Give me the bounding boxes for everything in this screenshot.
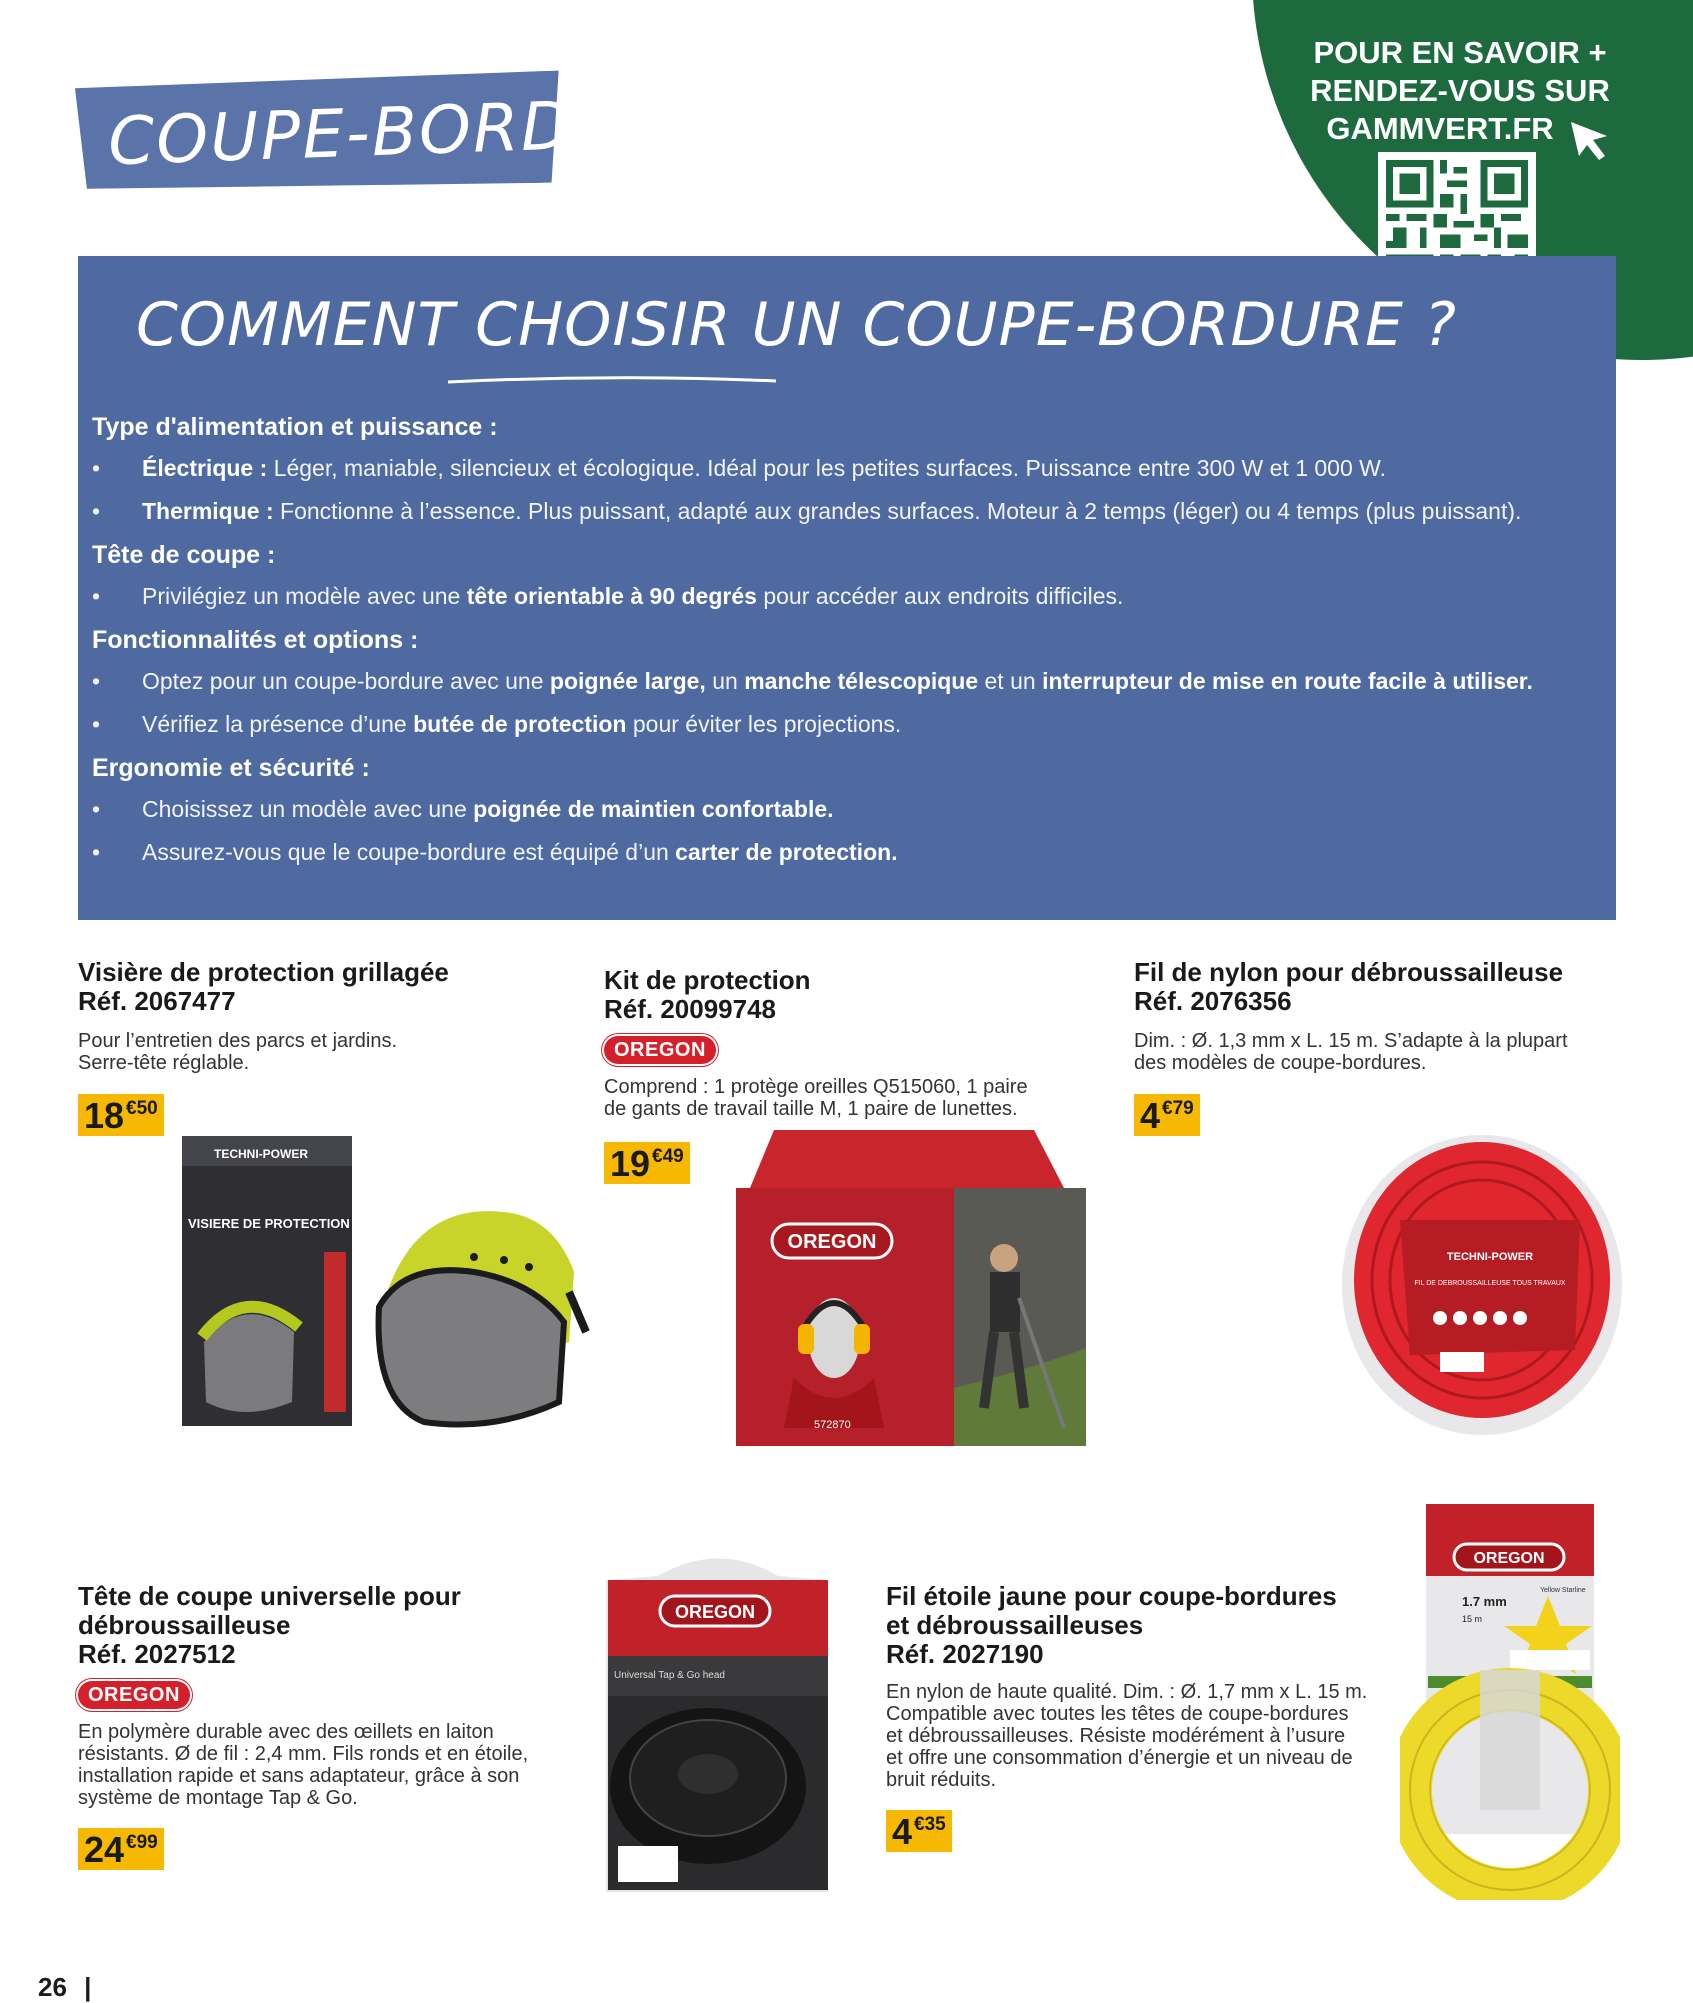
desc-line: installation rapide et sans adaptateur, grâce à son xyxy=(78,1765,520,1787)
oregon-logo: OREGON xyxy=(78,1681,190,1709)
pack-label: Yellow Starline xyxy=(1540,1587,1586,1594)
page-number-value: 26 xyxy=(38,1972,67,2002)
yellow-line-image xyxy=(1400,1500,1620,1900)
nylon-spool-image xyxy=(1340,1120,1624,1444)
product-name: Fil de nylon pour débroussailleuse xyxy=(1134,957,1564,987)
bullet-icon: • xyxy=(92,668,101,694)
product-name-line: et débroussailleuses xyxy=(886,1610,1144,1640)
item-text: un xyxy=(705,668,745,694)
item-text: Assurez-vous que le coupe-bordure est équipé d’un xyxy=(142,839,676,865)
desc-line: bruit réduits. xyxy=(886,1769,997,1791)
item-text: Fonctionne à l’essence. Plus puissant, adapté aux grandes surfaces. Moteur à 2 temps (léger) ou 4 temps (plus puissant). xyxy=(273,498,1522,524)
product-card xyxy=(1134,958,1674,1074)
price-tag xyxy=(78,1094,164,1136)
item-bold: Électrique : xyxy=(142,455,268,481)
bullet-icon: • xyxy=(92,796,101,822)
section-heading: Fonctionnalités et options : xyxy=(92,626,419,654)
list-item xyxy=(92,667,1602,695)
pack-len: 15 m xyxy=(1462,1614,1483,1624)
pack-brand: OREGON xyxy=(1473,1550,1545,1567)
product-name-line: débroussailleuse xyxy=(78,1610,291,1640)
desc-line: Pour l’entretien des parcs et jardins. xyxy=(78,1030,398,1052)
product-ref: Réf. 2027190 xyxy=(886,1639,1044,1669)
web-promo-line: POUR EN SAVOIR + xyxy=(1313,35,1607,70)
product-desc xyxy=(886,1681,1406,1791)
desc-line: Compatible avec toutes les têtes de coupe-bordures xyxy=(886,1703,1349,1725)
desc-line: et débroussailleuses. Résiste modérément à l’usure xyxy=(886,1725,1346,1747)
item-text: et un xyxy=(978,668,1043,694)
desc-line: résistants. Ø de fil : 2,4 mm. Fils ronds et en étoile, xyxy=(78,1743,529,1765)
price-int: 19 xyxy=(610,1143,651,1184)
item-bold: poignée large, xyxy=(549,668,706,694)
item-bold: tête orientable à 90 degrés xyxy=(466,583,757,609)
visor-product-image xyxy=(174,1132,594,1432)
item-text: pour accéder aux endroits difficiles. xyxy=(756,583,1124,609)
pack-code: 572870 xyxy=(814,1419,851,1431)
product-card xyxy=(78,1582,598,1809)
item-text: Choisissez un modèle avec une xyxy=(142,796,474,822)
item-bold: poignée de maintien confortable. xyxy=(473,796,834,822)
price-int: 18 xyxy=(84,1095,125,1136)
list-item xyxy=(92,838,1602,866)
item-text: Vérifiez la présence d’une xyxy=(142,711,414,737)
page-separator: | xyxy=(84,1972,92,2002)
item-text: pour éviter les projections. xyxy=(626,711,902,737)
pack-title: FIL DE DEBROUSSAILLEUSE TOUS TRAVAUX xyxy=(1414,1280,1566,1287)
price-tag xyxy=(604,1142,690,1184)
list-item xyxy=(92,795,1602,823)
page-number xyxy=(38,1972,91,2003)
desc-line: des modèles de coupe-bordures. xyxy=(1134,1052,1427,1074)
section-heading: Tête de coupe : xyxy=(92,541,276,569)
price-cents: €50 xyxy=(126,1098,158,1119)
pack-brand: OREGON xyxy=(787,1231,877,1253)
bullet-icon: • xyxy=(92,455,101,481)
desc-line: de gants de travail taille M, 1 paire de lunettes. xyxy=(604,1098,1018,1120)
product-desc xyxy=(78,1030,558,1074)
guide-body xyxy=(92,412,1602,881)
item-bold: butée de protection xyxy=(413,711,627,737)
price-tag xyxy=(1134,1094,1200,1136)
tap-go-head-image xyxy=(598,1546,838,1896)
product-card xyxy=(886,1582,1406,1791)
price-tag xyxy=(78,1828,164,1870)
pack-brand: TECHNI-POWER xyxy=(1446,1251,1534,1263)
item-text: Optez pour un coupe-bordure avec une xyxy=(142,668,550,694)
product-card xyxy=(604,966,1124,1120)
price-cents: €79 xyxy=(1162,1098,1194,1119)
product-name-line: Tête de coupe universelle pour xyxy=(78,1581,461,1611)
price-cents: €49 xyxy=(652,1146,684,1167)
guide-title: COMMENT CHOISIR UN COUPE-BORDURE ? xyxy=(136,290,1458,360)
web-promo-link[interactable]: GAMMVERT.FR xyxy=(1326,111,1554,146)
section-heading: Type d'alimentation et puissance : xyxy=(92,413,498,441)
product-name-line: Fil étoile jaune pour coupe-bordures xyxy=(886,1581,1337,1611)
pack-title: VISIERE DE PROTECTION xyxy=(188,1216,350,1231)
product-ref: Réf. 2076356 xyxy=(1134,986,1292,1016)
pack-size: 1.7 mm xyxy=(1462,1594,1507,1609)
pack-brand: OREGON xyxy=(674,1602,756,1622)
bullet-icon: • xyxy=(92,711,101,737)
oregon-logo: OREGON xyxy=(604,1036,716,1064)
item-bold: manche télescopique xyxy=(744,668,979,694)
product-name: Kit de protection xyxy=(604,965,811,995)
desc-line: En nylon de haute qualité. Dim. : Ø. 1,7 mm x L. 15 m. xyxy=(886,1681,1368,1703)
product-ref: Réf. 2067477 xyxy=(78,986,236,1016)
product-desc xyxy=(78,1721,598,1809)
desc-line: système de montage Tap & Go. xyxy=(78,1787,358,1809)
bullet-icon: • xyxy=(92,839,101,865)
page-title: COUPE-BORDURES xyxy=(106,80,761,181)
product-ref: Réf. 20099748 xyxy=(604,994,777,1024)
list-item xyxy=(92,710,1602,738)
item-text: Privilégiez un modèle avec une xyxy=(142,583,467,609)
desc-line: et offre une consommation d’énergie et un niveau de xyxy=(886,1747,1353,1769)
item-bold: carter de protection. xyxy=(675,839,898,865)
price-cents: €99 xyxy=(126,1832,158,1853)
item-bold: Thermique : xyxy=(142,498,274,524)
item-bold: interrupteur de mise en route facile à utiliser. xyxy=(1042,668,1533,694)
product-ref: Réf. 2027512 xyxy=(78,1639,236,1669)
price-int: 4 xyxy=(892,1811,913,1852)
kit-product-image xyxy=(734,1128,1090,1450)
desc-line: Comprend : 1 protège oreilles Q515060, 1 paire xyxy=(604,1076,1028,1098)
title-underline xyxy=(446,376,778,384)
price-int: 24 xyxy=(84,1829,125,1870)
section-heading: Ergonomie et sécurité : xyxy=(92,754,370,782)
product-desc xyxy=(1134,1030,1674,1074)
pack-title: Universal Tap & Go head xyxy=(614,1670,725,1681)
list-item xyxy=(92,497,1602,525)
cursor-arrow-icon xyxy=(1567,118,1613,164)
price-cents: €35 xyxy=(914,1814,946,1835)
bullet-icon: • xyxy=(92,583,101,609)
item-text: Léger, maniable, silencieux et écologique. Idéal pour les petites surfaces. Puissance entre 300 W et 1 000 W. xyxy=(267,455,1386,481)
price-int: 4 xyxy=(1140,1095,1161,1136)
product-card xyxy=(78,958,558,1074)
price-tag xyxy=(886,1810,952,1852)
product-desc xyxy=(604,1076,1124,1120)
desc-line: Serre-tête réglable. xyxy=(78,1052,250,1074)
list-item xyxy=(92,454,1602,482)
product-name: Visière de protection grillagée xyxy=(78,957,449,987)
desc-line: Dim. : Ø. 1,3 mm x L. 15 m. S’adapte à la plupart xyxy=(1134,1030,1568,1052)
desc-line: En polymère durable avec des œillets en laiton xyxy=(78,1721,494,1743)
pack-brand: TECHNI-POWER xyxy=(214,1147,308,1161)
web-promo-line: RENDEZ-VOUS SUR xyxy=(1310,73,1610,108)
list-item xyxy=(92,582,1602,610)
bullet-icon: • xyxy=(92,498,101,524)
